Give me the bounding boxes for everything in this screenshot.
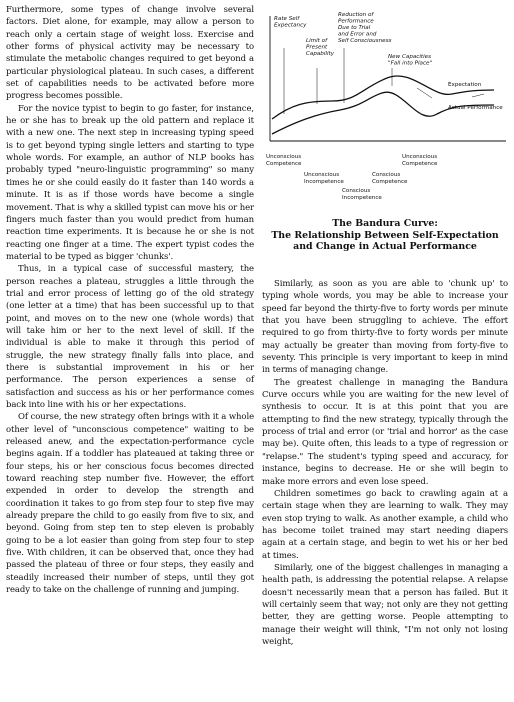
caption-line: and Change in Actual Performance: [293, 241, 477, 252]
paragraph: The greatest challenge in managing the Bandura Curve occurs while you are waiting for the new level of synthesis to occur. It is at this point that you are attempting to find the new strategy, typically through the process of trial and error (or 'trial and horror' as the case may be). Quite often, this leads to a type of regression or "relapse." The student's typing speed and accuracy, for instance, begins to decrease. He or she will begin to make more errors and even lose speed.: [262, 377, 508, 487]
figure-caption: [262, 218, 508, 253]
label-reduction-performance: Reduction of Performance Due to Trial and Error and Self Consciousness: [338, 12, 392, 44]
label-unconscious-competence-2: Unconscious Competence: [402, 154, 438, 167]
label-new-capacities: New Capacities "Fall into Place": [388, 54, 433, 67]
label-rate-self-expectancy: Rate Self Expectancy: [274, 16, 307, 29]
bandura-curve-figure: [262, 6, 508, 208]
bandura-curve-diagram: [262, 6, 508, 208]
label-limit-present-capability: Limit of Present Capability: [306, 38, 335, 57]
paragraph: For the novice typist to begin to go faster, for instance, he or she has to break up the old pattern and replace it with a new one. The next step in increasing typing speed is to get beyond typing single letters and starting to type whole words. For example, an author of NLP books has probably typed "neuro-linguistic programming" so many times he or she could easily do it faster than 140 words a minute. It is as if those words have become a single movement. That is why a skilled typist can move his or her fingers much faster than you would predict from human reaction time experiments. It is because he or she is not reacting one finger at a time. The expert typist codes the material to be typed as bigger 'chunks'.: [6, 103, 254, 262]
caption-line: The Relationship Between Self-Expectation: [271, 229, 499, 241]
label-expectation: Expectation: [448, 82, 482, 88]
label-actual-performance: Actual Performance: [448, 105, 503, 111]
paragraph: Thus, in a typical case of successful mastery, the person reaches a plateau, struggles a little through the trial and error process of letting go of the old strategy (one letter at a time) that has been successful up to that point, and moves on to the new one (whole words) that will take him or her to the next level of skill. If the individual is able to make it through this period of struggle, the new strategy finally falls into place, and there is substantial improvement in his or her performance. The person experiences a sense of satisfaction and success as his or her performance comes back into line with his or her expectations.: [6, 264, 254, 410]
paragraph: Of course, the new strategy often brings with it a whole other level of "unconscious competence" waiting to be released anew, and the expectation-performance cycle begins again. If a toddler has plateaued at taking three or four steps, his or her conscious focus becomes directed toward reaching step number five. However, the effort expended in order to develop the strength and coordination it takes to go from step four to step five may already prepare the child to go easily from five to six, and beyond. Going from step ten to step eleven is probably going to be a lot easier than going from step four to step five. With children, it can be observed that, once they had passed the plateau of three or four steps, they easily and steadily increased their number of steps, until they got ready to take on the challenge of running and jumping.: [6, 412, 254, 596]
paragraph: Similarly, one of the biggest challenges in managing a health path, is addressing the potential relapse. A relapse doesn't necessarily mean that a person has failed. But it will certainly seem that way; not only are they not getting better, they are getting worse. People attempting to manage their weight will think, "I'm not only not losing weight,: [262, 562, 508, 647]
paragraph: Furthermore, some types of change involve several factors. Diet alone, for example, may allow a person to reach only a certain stage of weight loss. Exercise and other forms of physical activity may be necessary to stimulate the metabolic changes required to get beyond a particular physiological plateau. In such cases, a different set of capabilities needs to be activated before more progress becomes possible.: [6, 5, 254, 102]
paragraph: Children sometimes go back to crawling again at a certain stage when they are learning to walk. They may even stop trying to walk. As another example, a child who has become toilet trained may start needing diapers again at a certain stage, and begin to wet his or her bed at times.: [262, 488, 508, 561]
left-text-column: [6, 4, 254, 597]
leader-line: [472, 94, 484, 97]
label-unconscious-competence-1: Unconscious Competence: [266, 154, 302, 167]
leader-line: [417, 88, 432, 98]
right-text-column: [262, 278, 508, 648]
label-conscious-competence: Conscious Competence: [372, 172, 408, 185]
label-conscious-incompetence: Conscious Incompetence: [342, 188, 382, 201]
paragraph: Similarly, as soon as you are able to 'chunk up' to typing whole words, you may be able to increase your speed far beyond the thirty-five to forty words per minute that you have been struggling to achieve. The effort required to go from thirty-five to forty words per minute may actually be greater than moving from forty-five to seventy. This principle is very important to keep in mind in terms of managing change.: [262, 279, 508, 376]
label-unconscious-incompetence: Unconscious Incompetence: [304, 172, 344, 185]
caption-line: The Bandura Curve:: [332, 218, 438, 229]
actual-performance-curve: [272, 92, 494, 134]
figure-block: [262, 6, 508, 253]
